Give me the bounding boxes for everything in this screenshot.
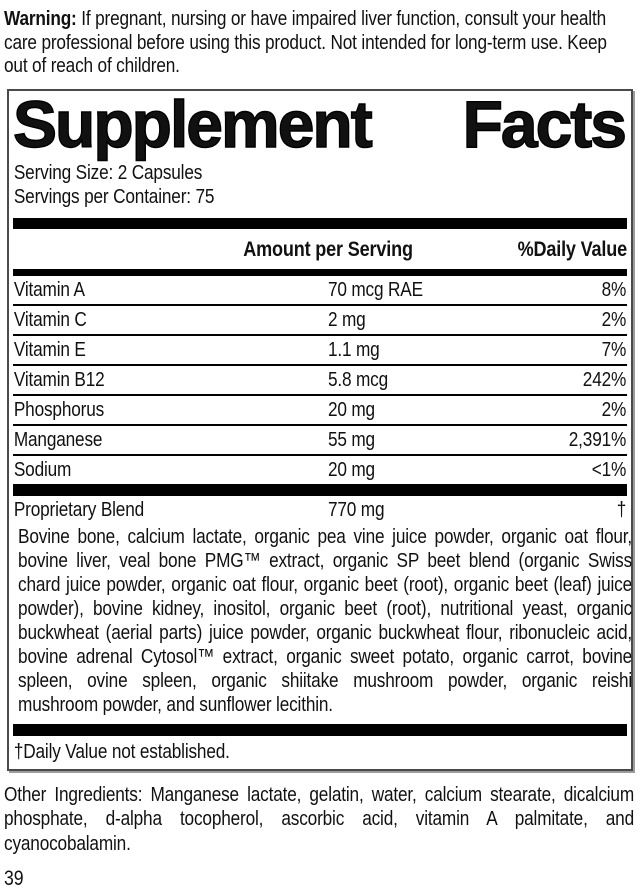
- proprietary-blend-table: [13, 496, 627, 524]
- other-ingredients-body: Manganese lactate, gelatin, water, calcium stearate, dicalcium phosphate, d-alpha tocopherol, ascorbic acid, vitamin A palmitate, and cyanocobalamin.: [4, 782, 635, 855]
- title-word-facts: Facts: [462, 86, 625, 161]
- proprietary-blend-row: [13, 496, 627, 524]
- nutrient-row-vitamin-a: [13, 276, 627, 304]
- nutrient-name: Vitamin E: [13, 337, 86, 361]
- nutrient-name: Manganese: [13, 427, 103, 451]
- page-number: 39: [4, 867, 24, 890]
- serving-size: Serving Size: 2 Capsules: [13, 160, 203, 184]
- nutrient-daily-value: 7%: [601, 337, 627, 361]
- nutrient-row-phosphorus: [13, 394, 627, 424]
- nutrient-row-vitamin-b12: [13, 364, 627, 394]
- divider-bar-footnote: [13, 724, 627, 736]
- serving-info: [13, 155, 628, 218]
- nutrient-daily-value: 8%: [601, 277, 627, 301]
- supplement-facts-panel: [7, 86, 633, 771]
- warning-text: [4, 7, 634, 78]
- nutrient-daily-value: 2%: [601, 397, 627, 421]
- nutrient-row-vitamin-e: [13, 334, 627, 364]
- nutrient-row-sodium: [13, 454, 627, 484]
- nutrient-amount: 20 mg: [327, 457, 375, 481]
- blend-amount: 770 mg: [327, 497, 385, 521]
- nutrient-amount: 20 mg: [327, 397, 375, 421]
- blend-daily-value-dagger: †: [616, 497, 627, 521]
- blend-name: Proprietary Blend: [13, 497, 145, 521]
- nutrient-amount: 1.1 mg: [327, 337, 380, 361]
- nutrient-name: Vitamin B12: [13, 367, 105, 391]
- title-word-supplement: Supplement: [13, 86, 371, 161]
- nutrient-amount: 55 mg: [327, 427, 375, 451]
- panel-title: [13, 86, 627, 161]
- other-ingredients-label: Other Ingredients:: [4, 782, 143, 806]
- nutrient-amount: 70 mcg RAE: [327, 277, 423, 301]
- daily-value-footnote: †Daily Value not established.: [13, 739, 230, 763]
- column-header-daily-value: %Daily Value: [517, 236, 628, 261]
- other-ingredients: [4, 783, 634, 857]
- nutrient-daily-value: 2%: [601, 307, 627, 331]
- nutrient-amount: 2 mg: [327, 307, 366, 331]
- nutrient-daily-value: 2,391%: [568, 427, 627, 451]
- nutrient-row-vitamin-c: [13, 304, 627, 334]
- warning-label: Warning:: [4, 7, 77, 30]
- nutrient-table: [13, 276, 627, 484]
- nutrient-daily-value: <1%: [591, 457, 627, 481]
- divider-bar-top: [13, 218, 627, 229]
- divider-bar-header: [13, 269, 627, 276]
- blend-ingredients: Bovine bone, calcium lactate, organic pea vine juice powder, organic oat flour, bovine liver, veal bone PMG™ extract, organic SP beet blend (organic Swiss chard juice powder, organic oat flour, organic beet (root), organic beet (leaf) juice powder), bovine kidney, inositol, organic beet (root), nutritional yeast, organic buckwheat (aerial parts) juice powder, organic buckwheat flour, ribonucleic acid, bovine adrenal Cytosol™ extract, organic sweet potato, organic carrot, bovine spleen, ovine spleen, organic shiitake mushroom powder, organic reishi mushroom powder, and sunflower lecithin.: [18, 524, 633, 716]
- warning-body: If pregnant, nursing or have impaired liver function, consult your health care professional before using this product. Not intended for long-term use. Keep out of reach of children.: [4, 7, 607, 77]
- nutrient-name: Vitamin C: [13, 307, 87, 331]
- column-headers: [13, 229, 627, 269]
- nutrient-daily-value: 242%: [582, 367, 627, 391]
- nutrient-name: Phosphorus: [13, 397, 105, 421]
- column-header-amount: Amount per Serving: [243, 236, 413, 261]
- divider-bar-blend: [13, 484, 627, 496]
- nutrient-amount: 5.8 mcg: [327, 367, 389, 391]
- nutrient-name: Sodium: [13, 457, 72, 481]
- nutrient-name: Vitamin A: [13, 277, 85, 301]
- nutrient-row-manganese: [13, 424, 627, 454]
- servings-per-container: Servings per Container: 75: [13, 184, 215, 208]
